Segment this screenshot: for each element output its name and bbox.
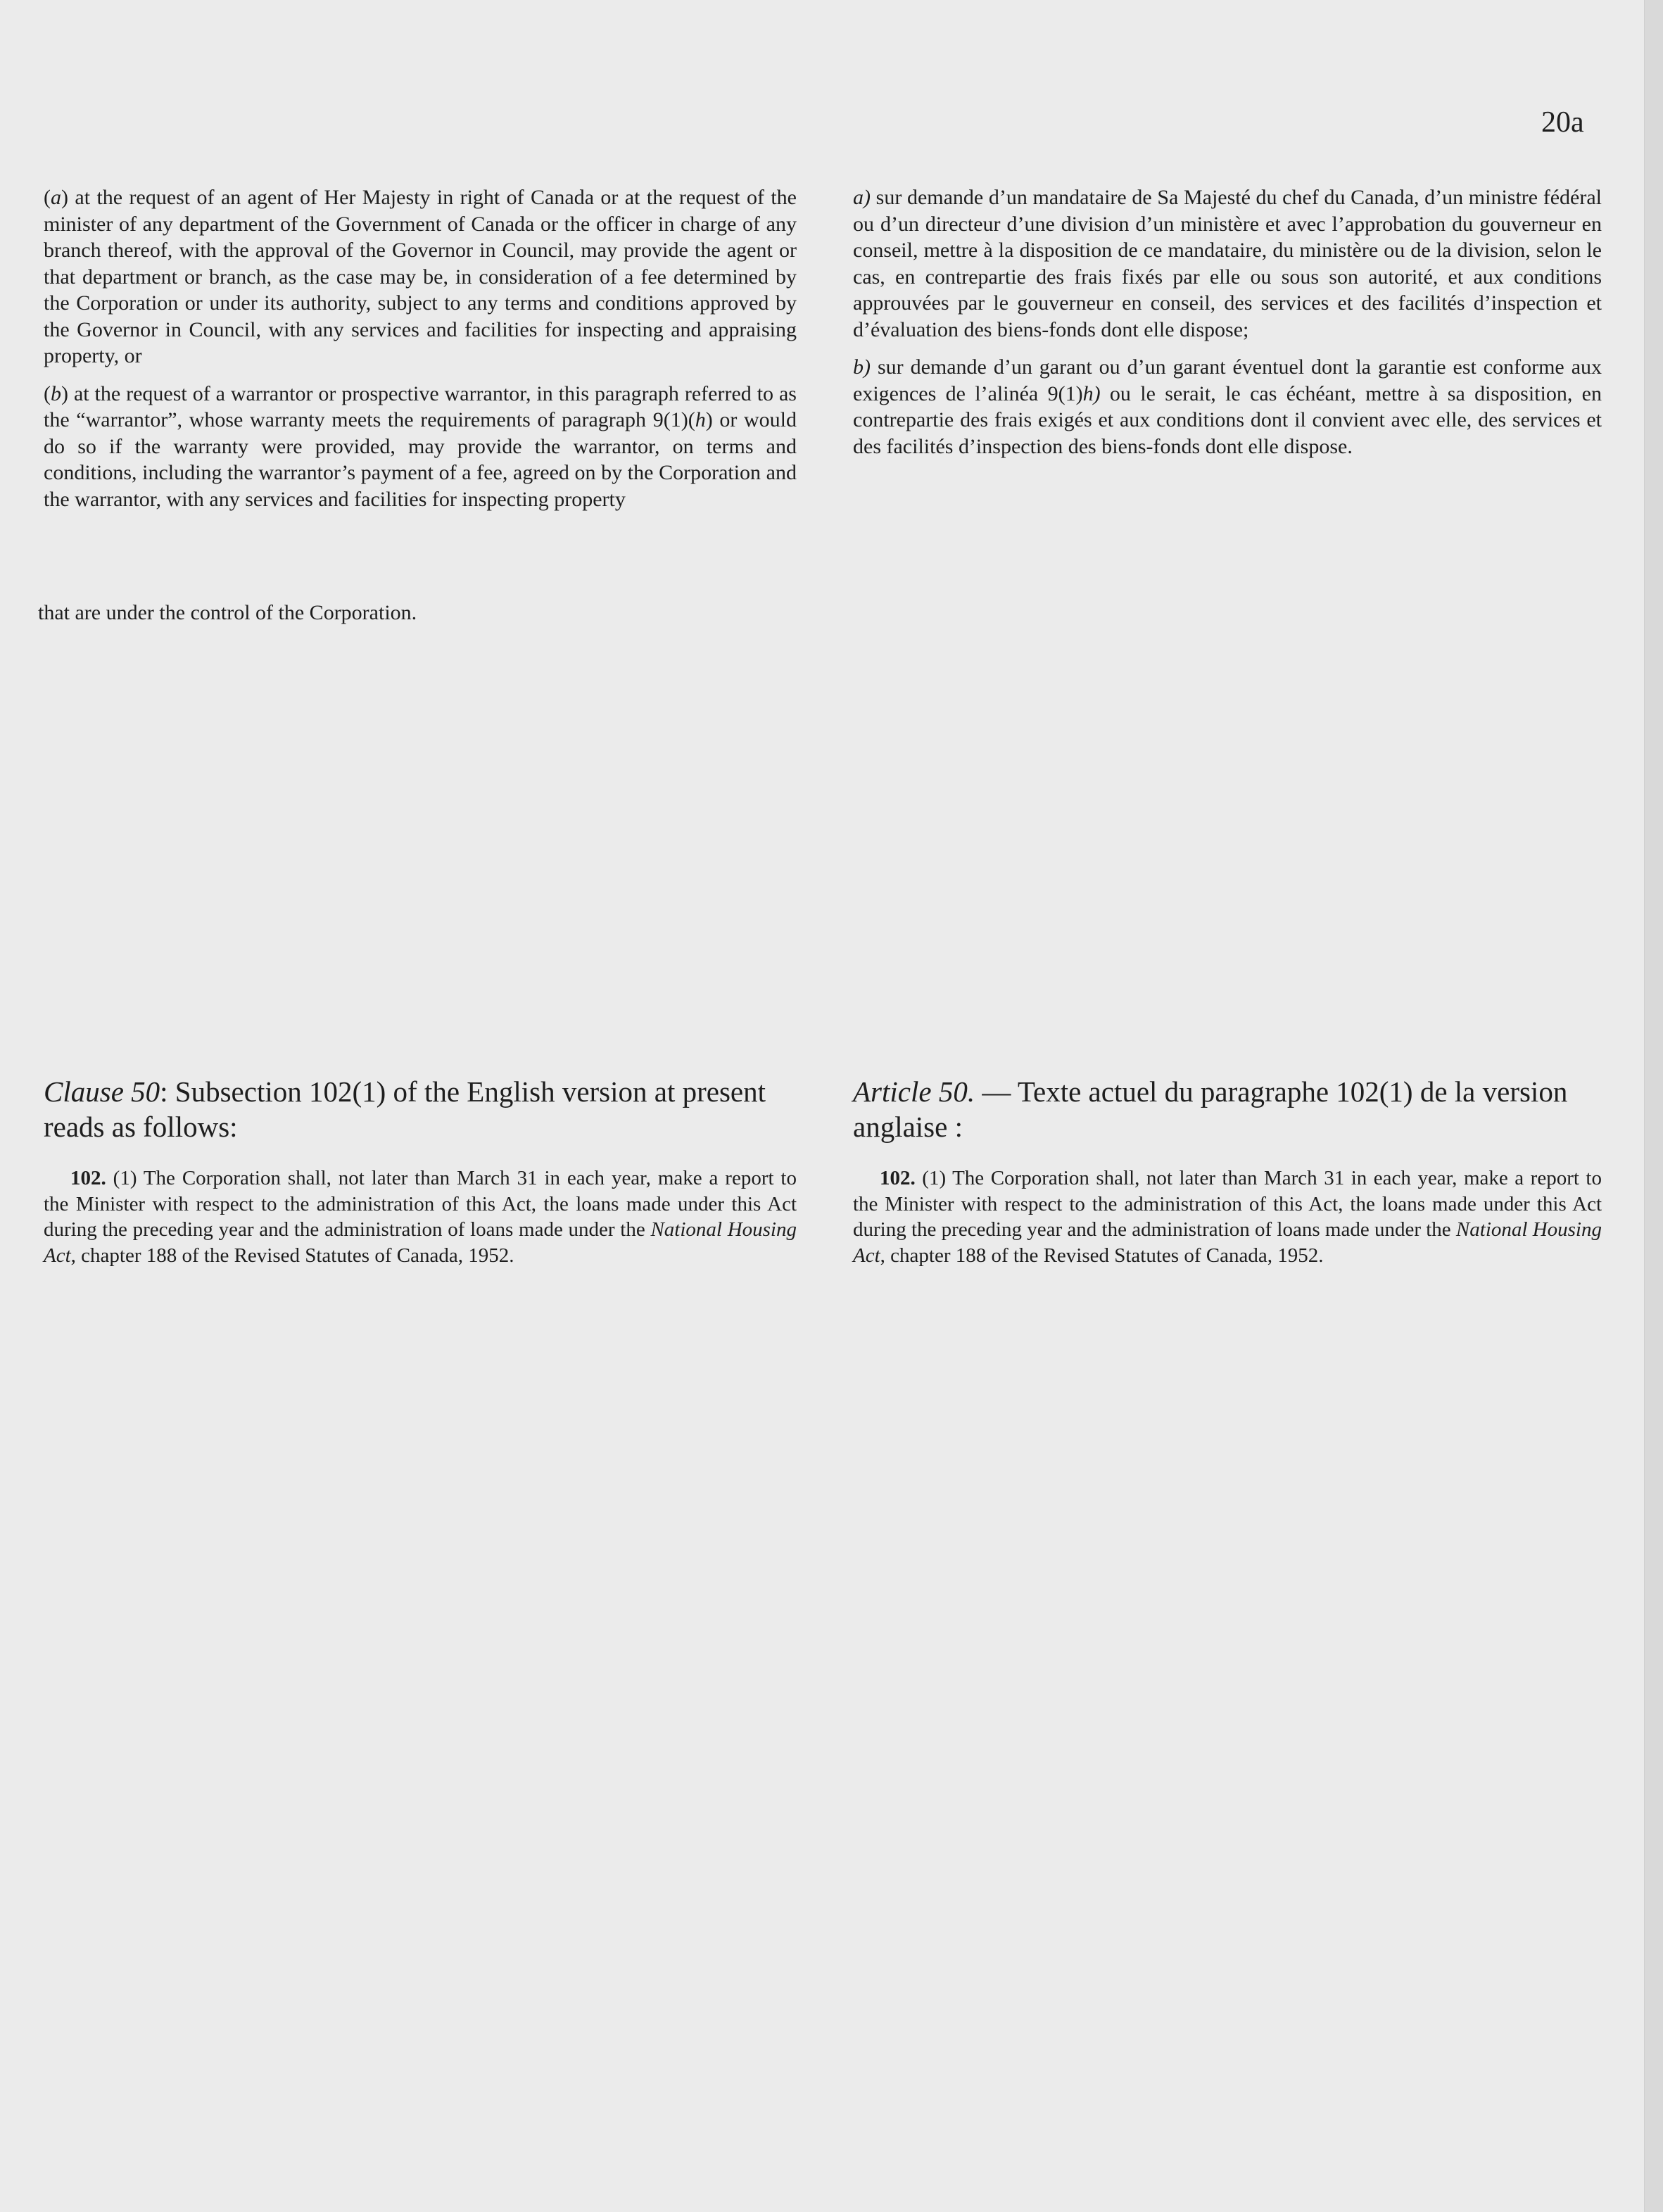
left-paragraph-b: (b) at the request of a warrantor or prospective warrantor, in this paragraph referred to as the “warrantor”, whose warranty meets the requirements of paragraph 9(1)(h) or would do so if the warranty were provided, may provide the warrantor, on terms and conditions, including the warrantor’s payment of a fee, agreed on by the Corporation and the warrantor, with any services and facilities for inspecting property [44,381,797,511]
page-edge [1644,0,1663,2212]
left-section-102 [44,1165,797,1268]
right-section-act-name: National Housing Act [853,1218,1602,1267]
right-article-heading [853,1074,1602,1144]
left-paragraph-b-label: b [51,381,61,405]
page-number: 20a [1541,106,1584,139]
left-paragraph-b-h: h [695,408,706,431]
left-section-act-name: National Housing Act [44,1218,797,1267]
left-paragraph-a-text: at the request of an agent of Her Majesty in right of Canada or at the request of the minister of any department of the Government of Canada or the officer in charge of any branch thereof, with the approval of the Governor in Council, may provide the agent or that department or branch, as the case may be, in consideration of a fee determined by the Corporation or under its authority, subject to any terms and conditions approved by the Governor in Council, with any services and facilities for inspecting and appraising property, or [44,186,797,367]
left-column-top [44,184,797,524]
right-section-102 [853,1165,1602,1268]
left-paragraph-b-text-2: ) or would do so if the warranty were provided, may provide the warrantor, on terms and conditions, including the warrantor’s payment of a fee, agreed on by the Corporation and the warrantor, with any services and facilities for inspecting property [44,408,797,511]
right-paragraph-b-label: b) [853,355,871,379]
left-section-number: 102. [70,1167,106,1189]
left-paragraph-b-text-1: at the request of a warrantor or prospective warrantor, in this paragraph referred to as the “warrantor”, whose warranty meets the requirements of paragraph 9(1)( [44,381,797,431]
left-paragraph-a: (a) at the request of an agent of Her Majesty in right of Canada or at the request of the minister of any department of the Government of Canada or the officer in charge of any branch thereof, with the approval of the Governor in Council, may provide the agent or that department or branch, as the case may be, in consideration of a fee determined by the Corporation or under its authority, subject to any terms and conditions approved by the Governor in Council, with any services and facilities for inspecting and appraising property, or [44,186,797,367]
right-article-heading-text: — Texte actuel du paragraphe 102(1) de la version anglaise : [853,1075,1568,1143]
right-column-article [853,1074,1602,1268]
left-section-text-1: (1) The Corporation shall, not later than March 31 in each year, make a report to the Minister with respect to the administration of this Act, the loans made under this Act during the preceding year and the administration of loans made under the [44,1167,797,1241]
left-paragraph-a-label: a [51,186,61,209]
right-column-top [853,184,1602,471]
left-section-text-2: , chapter 188 of the Revised Statutes of Canada, 1952. [70,1244,514,1267]
left-trailing-text: that are under the control of the Corporation. [38,601,417,624]
left-column-clause [44,1074,797,1268]
right-paragraph-b-h: h) [1082,381,1101,405]
right-paragraph-b [853,354,1602,460]
right-section-number: 102. [880,1167,916,1189]
left-clause-heading [44,1074,797,1144]
right-paragraph-a-label: a) [853,186,871,209]
left-clause-heading-text: : Subsection 102(1) of the English version at present reads as follows: [44,1075,766,1143]
right-paragraph-b-text-2: ou le serait, le cas échéant, mettre à sa disposition, en contrepartie des frais exigés et aux conditions dont il convient avec elle, des services et des facilités d’inspection des biens-fonds dont elle dispose. [853,381,1602,458]
right-paragraph-a [853,184,1602,343]
right-paragraph-b-text-1: sur demande d’un garant ou d’un garant éventuel dont la garantie est conforme aux exigences de l’alinéa 9(1) [853,355,1602,405]
left-clause-label: Clause 50 [44,1075,160,1108]
right-section-text-2: , chapter 188 of the Revised Statutes of Canada, 1952. [880,1244,1324,1267]
right-paragraph-a-text: sur demande d’un mandataire de Sa Majesté du chef du Canada, d’un ministre fédéral ou d’un directeur d’une division d’un ministère et avec l’approbation du gouverneur en conseil, mettre à la disposition de ce mandataire, du ministère ou de la division, selon le cas, en contrepartie des frais fixés par elle ou sous son autorité, et aux conditions approuvées par le gouverneur en conseil, des services et des facilités d’inspection et d’évaluation des biens-fonds dont elle dispose; [853,186,1602,341]
right-section-text-1: (1) The Corporation shall, not later than March 31 in each year, make a report to the Minister with respect to the administration of this Act, the loans made under this Act during the preceding year and the administration of loans made under the [853,1167,1602,1241]
right-article-label: Article 50. [853,1075,975,1108]
